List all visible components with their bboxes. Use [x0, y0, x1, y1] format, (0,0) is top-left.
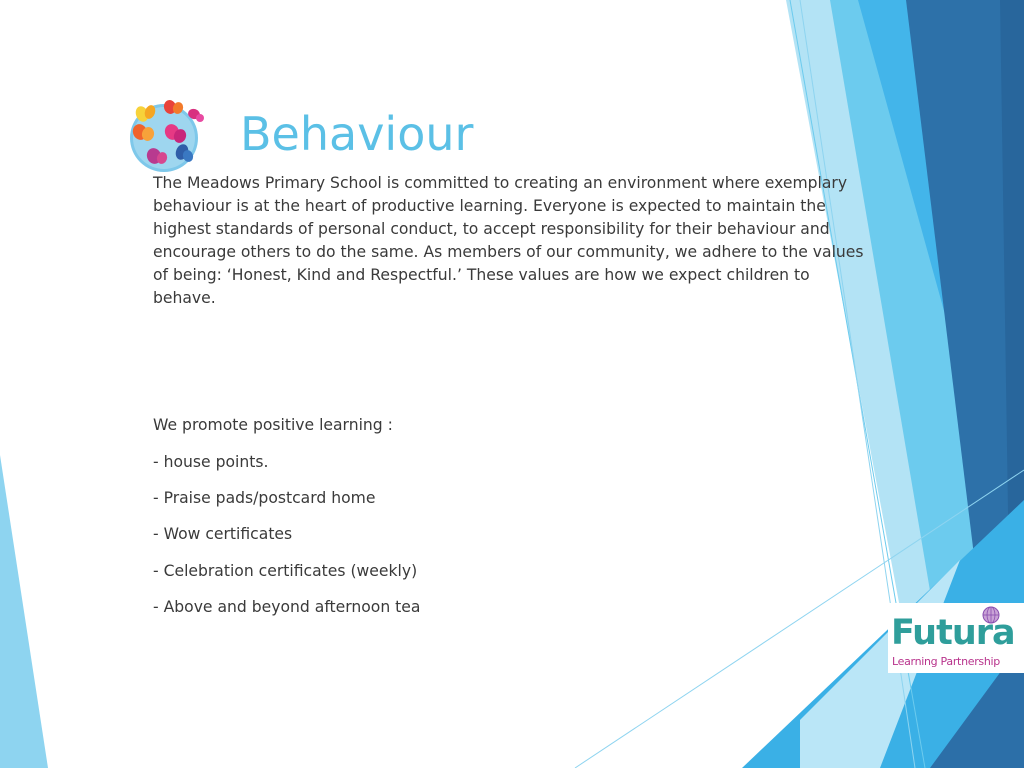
page-title: Behaviour — [240, 107, 474, 161]
list-item: - Above and beyond afternoon tea — [153, 598, 421, 616]
intro-paragraph: The Meadows Primary School is committed to creating an environment where exemplary behaviour is at the heart of productive learning. Everyone is expected to maintain the highest standards of personal conduct, to accept responsibility for their behaviour and encourage others to do the same. As members of our community, we adhere to the values of being: ‘Honest, Kind and Respectful.’ These values are how we expect children to behave. — [153, 174, 864, 308]
futura-logo-tagline: Learning Partnership — [892, 655, 1000, 668]
list-item: - Praise pads/postcard home — [153, 489, 376, 507]
promote-heading: We promote positive learning : — [153, 416, 393, 434]
deco-left-wedge — [0, 455, 48, 768]
futura-logo — [888, 603, 1024, 673]
futura-logo-name: Futura — [891, 613, 1015, 653]
list-item: - Wow certificates — [153, 525, 293, 543]
butterflies-logo-icon — [128, 98, 204, 174]
list-item: - Celebration certificates (weekly) — [153, 562, 418, 580]
list-item: - house points. — [153, 453, 269, 471]
